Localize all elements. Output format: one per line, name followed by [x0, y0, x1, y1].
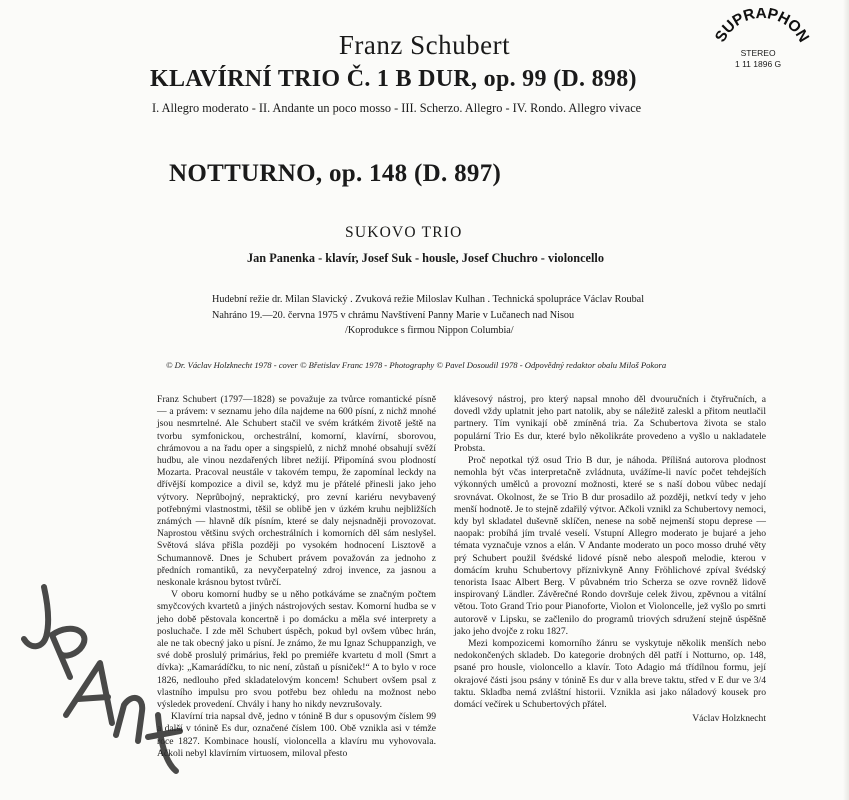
- performers-line: Jan Panenka - klavír, Josef Suk - housle, Josef Chuchro - violoncello: [247, 251, 604, 265]
- paragraph: klávesový nástroj, pro který napsal mnoho děl dvouručních i čtyřručních, a dovedl vždy uplatnit jeho part natolik, aby se náležitě zaleskl a přitom neutlačil partnery. Tím vynikají obě zmíněná tria. Za Schubertova života se stalo populární Trio Es dur, které bylo několikráte provedeno a vyšlo u nakladatele Probsta.: [454, 394, 766, 454]
- composer-name: Franz Schubert: [338, 30, 511, 60]
- work-title-1: KLAVÍRNÍ TRIO Č. 1 B DUR, op. 99 (D. 898): [150, 66, 637, 92]
- paragraph: Klavírní tria napsal dvě, jedno v tónině B dur s opusovým číslem 99 a další v tónině Es dur, označené číslem 100. Obě vznikla asi v témže roce 1827. Kombinace houslí, violoncella a klavíru mu vyhovovala. Ačkoli nebyl klavírním virtuosem, miloval přesto: [157, 711, 436, 759]
- format-label: STEREO: [740, 48, 776, 58]
- credits-line: /Koprodukce s firmou Nippon Columbia/: [345, 325, 514, 336]
- work-title-2: NOTTURNO, op. 148 (D. 897): [169, 160, 502, 187]
- liner-notes-right-column: [454, 394, 766, 725]
- copyright-line: © Dr. Václav Holzknecht 1978 - cover © Břetislav Franc 1978 - Photography © Pavel Dosoudil 1978 - Odpovědný redaktor obalu Miloš Pokora: [166, 360, 667, 370]
- page-edge: [843, 0, 849, 800]
- paragraph: Franz Schubert (1797—1828) se považuje za tvůrce romantické písně — a právem: v seznamu jeho díla najdeme na 600 písní, z nichž mnohé jsou nesmrtelné. Ale Schubert stačil ve svém krátkém životě ještě na tvorbu symfonickou, orchestrální, komorní, klavírní, sborovou, chrámovou a na řadu oper a singspielů, z nichž mnohé obsahují svěží hudbu, ale vinou nezdařených libret nežijí. Připomíná svou plodností Mozarta. Pracoval neustále v takovém tempu, že zapomínal leckdy na dřívější kompozice a divil se, když mu je přátelé přinesli jako jeho výtvory. Neprůbojný, nepraktický, pro zevní kariéru nevybavený potřebnými vlastnostmi, těšil se oblibě jen v úzkém kruhu nejbližších známých — hlavně dík písním, které se daly nejsnadněji provozovat. Naprostou většinu svých orchestrálních i komorních děl sám neslyšel. Světová sláva přišla později po vysokém hodnocení Lisztově a Schumannově. Dnes je Schubert právem považován za jednoho z předních romantiků, za nevyčerpatelný zdroj invence, za jasnou a neskonale krásnou bytost tvůrčí.: [157, 394, 436, 589]
- ensemble-name: SUKOVO TRIO: [345, 224, 463, 241]
- paragraph: Mezi kompozicemi komorního žánru se vyskytuje několik menších nebo nedokončených skladeb. Do kategorie drobných děl patří i Notturno, op. 148, psané pro housle, violoncello a klavír. Toto Adagio má třídílnou formu, její okrajové části jsou psány v tónině Es dur v alla breve taktu, střed v E dur ve 3/4 taktu. Skladba nemá zvláštní historii. Vznikla asi jako náladový kousek pro domácí večírek u Schubertových přátel.: [454, 638, 766, 711]
- recording-credits: [212, 292, 644, 339]
- liner-notes-left-column: [157, 394, 436, 760]
- catalog-number: 1 11 1896 G: [735, 59, 782, 69]
- svg-text:SUPRAPHON: SUPRAPHON: [712, 8, 812, 46]
- author-signature: Václav Holzknecht: [692, 713, 766, 725]
- paragraph: V oboru komorní hudby se u něho potkáváme se značným počtem smyčcových kvartetů a jiných nástrojových sestav. Komorní hudba se v jeho době pěstovala koncertně i po domácku a měla své interprety a posluchače. I zde měl Schubert úspěch, pokud byl ovšem vůbec hrán, ale ne tak obecný jako u písní. Je známo, že mu Ignaz Schuppanzigh, ve své době proslulý primárius, řekl po premiéře kvartetu d moll (Smrt a dívka): „Kamarádíčku, to nic není, zůstaň u písniček!“ A to bylo v roce 1826, nedlouho před skladatelovým koncem! Schubert ovšem psal z vlastního impulsu pro svou potřebu bez ohledu na možnost nebo výsledek provedení. Chvály i hany ho nikdy nevzrušovaly.: [157, 589, 436, 711]
- paragraph: Proč nepotkal týž osud Trio B dur, je náhoda. Přílišná autorova plodnost nemohla být včas interpretačně zvládnuta, uvážíme-li navíc počet tehdejších výkonných umělců a provozní možnosti, které se s naší dobou vůbec nedají srovnávat. Okolnost, že se Trio B dur prosadilo až později, netkví tedy v jeho menší hodnotě. Je to stejně zdařilý výtvor. Ačkoli vznikl za Schubertovy nemoci, kdy byl skladatel duševně sklíčen, nenese na sobě nejmenší stopu deprese — naopak: probíhá jím trvalé veselí. Vstupní Allegro moderato je bujaré a jeho témata vyznačuje vznos a elán. V Andante moderato un poco mosso druhé věty prý Schubert použil švédské lidové písně nebo alespoň melodie, kterou v domácím kruhu Schubertovy příznivkyně Anny Fröhlichové zpíval švédský tenorista Isaac Albert Berg. V půvabném trio Scherza se ozve rovněž lidově inspirovaný Ländler. Závěrečné Rondo dovršuje celek živou, zpěvnou a vitální větou. Toto Grand Trio pour Pianoforte, Violon et Violoncelle, jež vyšlo po smrti autorově v Lipsku, se začlenilo do programů triových sdružení stejně úspěšně jako jeho dvojče z roku 1827.: [454, 455, 766, 637]
- movements-list: I. Allegro moderato - II. Andante un poco mosso - III. Scherzo. Allegro - IV. Rondo. Allegro vivace: [152, 101, 642, 115]
- credits-line: Nahráno 19.—20. června 1975 v chrámu Navštívení Panny Marie v Lučanech nad Nisou: [212, 309, 575, 321]
- credits-line: Hudební režie dr. Milan Slavický . Zvuková režie Miloslav Kulhan . Technická spolupráce Václav Roubal: [212, 294, 645, 305]
